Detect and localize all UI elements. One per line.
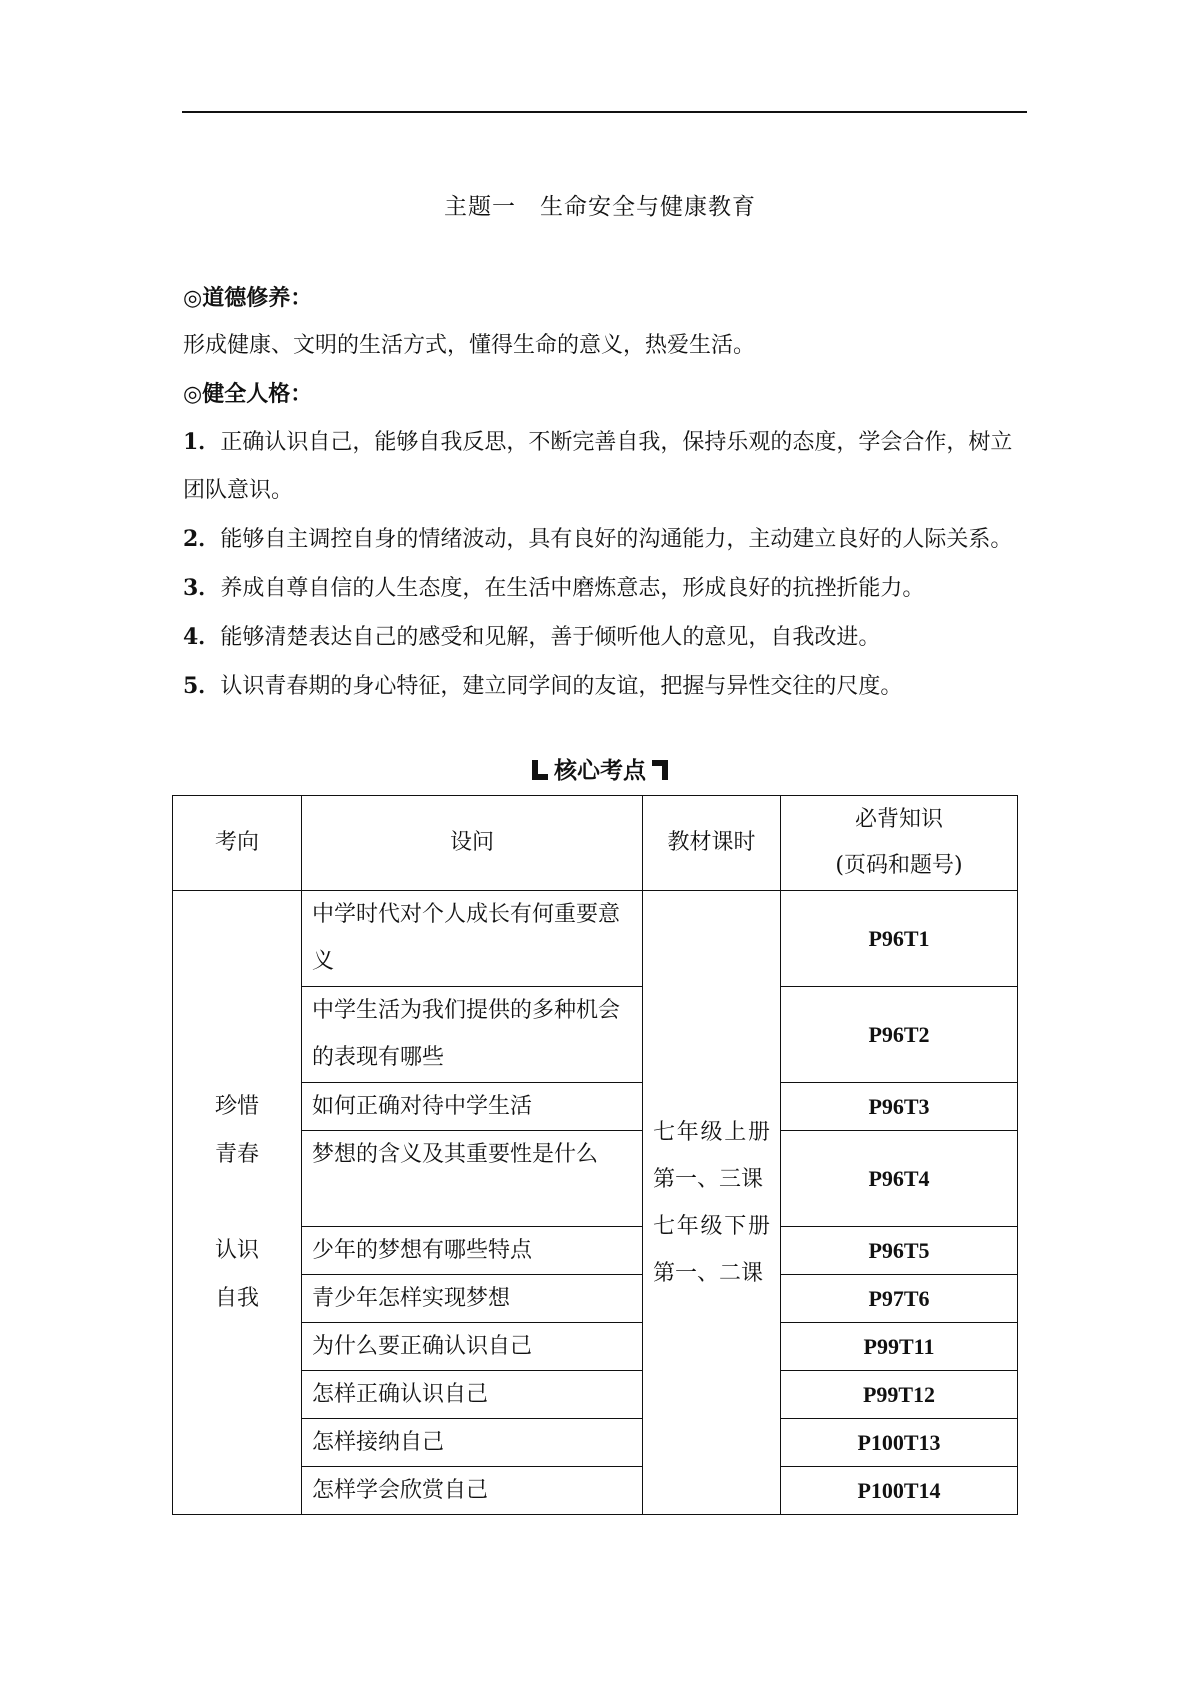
knowledge-cell: P100T13: [781, 1419, 1018, 1467]
question-cell: 青少年怎样实现梦想: [302, 1275, 643, 1323]
item-number: 4．: [183, 624, 221, 650]
personality-heading: ◎健全人格：: [183, 381, 313, 407]
header-knowledge-line1: 必背知识: [854, 807, 943, 832]
table-header-row: [173, 796, 1018, 891]
question-cell: 梦想的含义及其重要性是什么: [302, 1131, 643, 1227]
item-text: 能够自主调控自身的情绪波动，具有良好的沟通能力，主动建立良好的人际关系。: [220, 527, 1013, 552]
item-text: 认识青春期的身心特征，建立同学间的友谊，把握与异性交往的尺度。: [220, 674, 903, 699]
question-cell: 少年的梦想有哪些特点: [302, 1227, 643, 1275]
knowledge-cell: P96T3: [781, 1083, 1018, 1131]
core-table: [172, 795, 1018, 1515]
question-cell: 中学生活为我们提供的多种机会的表现有哪些: [302, 987, 643, 1083]
personality-item: [183, 613, 1028, 662]
header-knowledge: [781, 796, 1018, 891]
page-title: 主题一 生命安全与健康教育: [444, 194, 756, 220]
item-number: 5．: [183, 673, 221, 699]
knowledge-cell: P96T2: [781, 987, 1018, 1083]
personality-item: [183, 515, 1028, 564]
core-banner-label: 核心考点: [554, 757, 646, 784]
personality-item: [183, 564, 1028, 613]
knowledge-cell: P100T14: [781, 1467, 1018, 1515]
knowledge-cell: P97T6: [781, 1275, 1018, 1323]
question-cell: 如何正确对待中学生活: [302, 1083, 643, 1131]
direction-line: 青春: [214, 1141, 259, 1167]
item-number: 2．: [183, 526, 221, 552]
table-row: [173, 891, 1018, 987]
question-cell: 怎样学会欣赏自己: [302, 1467, 643, 1515]
lesson-line: 七年级上册第一、三课: [653, 1119, 770, 1192]
knowledge-cell: P99T12: [781, 1371, 1018, 1419]
knowledge-cell: P96T1: [781, 891, 1018, 987]
direction-line: 认识: [214, 1237, 259, 1263]
knowledge-cell: P99T11: [781, 1323, 1018, 1371]
header-question: 设问: [302, 796, 643, 891]
direction-line: 珍惜: [214, 1093, 259, 1119]
lesson-line: 七年级下册第一、二课: [653, 1213, 770, 1286]
personality-item: [183, 662, 1028, 711]
question-cell: 怎样正确认识自己: [302, 1371, 643, 1419]
question-cell: 中学时代对个人成长有何重要意义: [302, 891, 643, 987]
item-text: 正确认识自己，能够自我反思，不断完善自我，保持乐观的态度，学会合作，树立团队意识。: [183, 430, 1013, 503]
lesson-cell: [643, 891, 781, 1515]
moral-heading: ◎道德修养：: [183, 285, 313, 311]
item-text: 养成自尊自信的人生态度，在生活中磨炼意志，形成良好的抗挫折能力。: [220, 576, 925, 601]
moral-text: 形成健康、文明的生活方式，懂得生命的意义，热爱生活。: [183, 333, 756, 358]
item-number: 3．: [183, 575, 221, 601]
bracket-right-icon: [652, 760, 668, 780]
direction-line: 自我: [214, 1285, 259, 1311]
knowledge-cell: P96T5: [781, 1227, 1018, 1275]
header-direction: 考向: [173, 796, 302, 891]
item-number: 1．: [183, 429, 221, 455]
question-cell: 为什么要正确认识自己: [302, 1323, 643, 1371]
personality-item: [183, 418, 1028, 515]
bracket-left-icon: [532, 760, 548, 780]
question-cell: 怎样接纳自己: [302, 1419, 643, 1467]
content: [183, 274, 1028, 711]
top-rule: [182, 111, 1027, 113]
direction-cell: [173, 891, 302, 1515]
header-knowledge-line2: (页码和题号): [835, 853, 963, 878]
item-text: 能够清楚表达自己的感受和见解，善于倾听他人的意见，自我改进。: [220, 625, 881, 650]
knowledge-cell: P96T4: [781, 1131, 1018, 1227]
core-banner: [0, 752, 1200, 785]
header-lesson: 教材课时: [643, 796, 781, 891]
